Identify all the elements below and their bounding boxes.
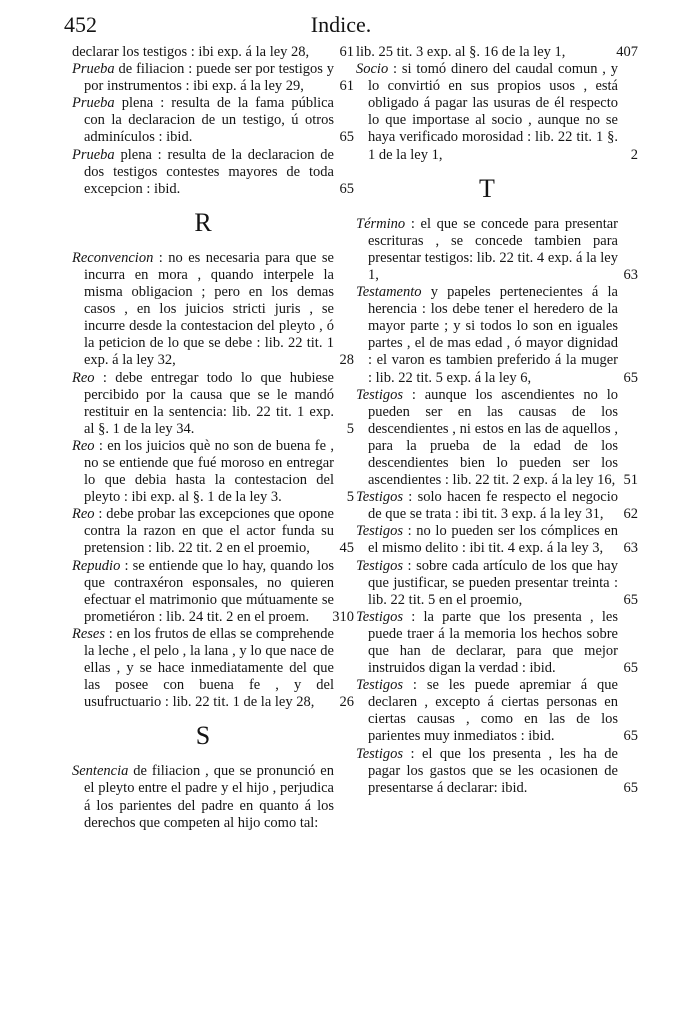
entry-term: Testigos xyxy=(356,523,404,540)
entry-page-ref: 51 xyxy=(623,472,638,489)
page-number: 452 xyxy=(64,12,97,37)
entry-text: : en los juicios què no son de buena fe , no se entiende que fué moroso en entregar lo que debia hasta la contestacion del pleyto : ibi exp. al §. 1 de la ley 3. xyxy=(84,437,334,506)
entry-term: Reconvencion xyxy=(72,249,154,266)
entry-term: Reo xyxy=(72,437,95,454)
entry-term: Sentencia xyxy=(72,763,129,780)
entry-page-ref: 5 xyxy=(346,489,354,506)
index-entry xyxy=(356,215,638,284)
index-entry xyxy=(72,437,354,506)
continuation-entry xyxy=(356,44,638,61)
entry-text: y papeles pertenecientes á la herencia : los debe tener el heredero de la mayor parte ; y si todos lo son en iguales partes , el de mas edad , ó mayor dignidad : el varon es tambien preferido á la muger : lib. 22 tit. 5 exp. á la ley 6, xyxy=(368,284,618,386)
entry-text: declarar los testigos : ibi exp. á la ley 28, xyxy=(72,44,310,60)
section-letter: S xyxy=(195,721,211,751)
entry-page-ref: 26 xyxy=(339,694,354,711)
index-entry xyxy=(72,249,354,370)
index-entry xyxy=(72,369,354,438)
index-entry xyxy=(356,608,638,677)
entry-text: : no lo pueden ser los cómplices en el mismo delito : ibi tit. 4 exp. á la ley 3, xyxy=(368,523,618,557)
entry-term: Testigos xyxy=(356,677,404,694)
entry-text: de filiacion : puede ser por testigos y por instrumentos : ibi exp. á la ley 29, xyxy=(84,61,334,95)
entry-term: Prueba xyxy=(72,95,115,112)
index-entry xyxy=(356,745,638,797)
continuation-entry xyxy=(72,44,354,61)
index-entry xyxy=(356,489,638,523)
section-letter: R xyxy=(194,207,212,237)
entry-page-ref: 310 xyxy=(332,608,354,625)
index-entry xyxy=(72,146,354,198)
index-entry xyxy=(356,523,638,557)
entry-page-ref: 65 xyxy=(339,180,354,197)
index-entry xyxy=(356,386,638,490)
entry-page-ref: 65 xyxy=(623,728,638,745)
entry-text: : no es necesaria para que se incurra en mora , quando interpele la misma obligacion ; pero en los demas casos , en los juicios stricti juris , se incurre desde la contestacion del pleyto , ó la peticion de lo que se debe : lib. 22 tit. 1 exp. á la ley 32, xyxy=(84,249,334,369)
entry-page-ref: 407 xyxy=(616,44,638,60)
entry-text: : se les puede apremiar á que declaren , excepto á ciertas personas en ciertas causas , como en las de los parientes muy inmediatos : ibid. xyxy=(368,677,618,745)
entry-page-ref: 61 xyxy=(339,44,354,60)
index-entry xyxy=(72,763,334,831)
index-entry xyxy=(72,506,354,557)
entry-page-ref: 63 xyxy=(623,266,638,283)
entry-term: Reses xyxy=(72,625,106,642)
entry-text: plena : resulta de la declaracion de dos testigos contestes mayores de toda excepcion : ibid. xyxy=(84,146,334,197)
index-entry xyxy=(72,95,354,146)
entry-term: Testamento xyxy=(356,284,422,301)
entry-page-ref: 28 xyxy=(339,352,354,369)
entry-text: : el que los presenta , les ha de pagar los gastos que se les ocasionen de presentarse á declarar: ibid. xyxy=(368,745,618,796)
entry-text: : se entiende que lo hay, quando los que contraxéron esponsales, no quieren efectuar el matrimonio que mútuamente se prometiéron : lib. 24 tit. 2 en el proem. xyxy=(84,557,334,625)
entry-text: : aunque los ascendientes no lo pueden ser en las causas de los descendientes , ni estos en las de aquellos , para la prueba de la edad de los descendientes bien lo pueden ser los ascendientes : lib. 22 tit. 2 exp. á la ley 16, xyxy=(368,386,618,489)
entry-text: : sobre cada artículo de los que hay que justificar, se pueden presentar treinta : lib. 22 tit. 5 en el proemio, xyxy=(368,557,618,608)
entry-term: Socio xyxy=(356,61,389,78)
entry-page-ref: 65 xyxy=(623,591,638,608)
entry-text: : debe entregar todo lo que hubiese percibido por la causa que se le mandó restituir en la sentencia: lib. 22 tit. 1 exp. al §. 1 de la ley 34. xyxy=(84,369,334,437)
entry-page-ref: 2 xyxy=(630,146,638,163)
entry-page-ref: 65 xyxy=(623,369,638,386)
entry-term: Testigos xyxy=(356,745,404,762)
entry-text: : la parte que los presenta , les puede traer á la memoria los hechos sobre que han de declarar, para que mejor instruidos digan la verdad : ibid. xyxy=(368,608,618,677)
entry-page-ref: 63 xyxy=(623,540,638,557)
index-entry xyxy=(72,625,354,711)
index-entry xyxy=(72,557,354,626)
entry-term: Reo xyxy=(72,506,95,523)
entry-page-ref: 62 xyxy=(623,506,638,523)
entry-term: Testigos xyxy=(356,608,404,625)
entry-term: Testigos xyxy=(356,557,404,574)
entry-term: Testigos xyxy=(356,489,404,506)
left-column xyxy=(72,44,354,832)
entry-page-ref: 65 xyxy=(623,660,638,677)
page-title: Indice. xyxy=(310,12,372,37)
entry-term: Testigos xyxy=(356,386,404,403)
entry-page-ref: 65 xyxy=(339,129,354,146)
entry-term: Prueba xyxy=(72,146,115,163)
index-entry xyxy=(72,61,354,95)
entry-page-ref: 65 xyxy=(623,779,638,796)
index-entry xyxy=(356,61,638,164)
entry-text: lib. 25 tit. 3 exp. al §. 16 de la ley 1, xyxy=(356,44,566,60)
entry-text: : debe probar las excepciones que opone contra la razon en que el actor funda su pretension : lib. 22 tit. 2 en el proemio, xyxy=(84,506,334,557)
entry-text: : el que se concede para presentar escrituras , se concede tambien para presentar testigos: lib. 22 tit. 4 exp. á la ley 1, xyxy=(368,215,618,283)
right-column xyxy=(356,44,638,797)
entry-term: Prueba xyxy=(72,61,115,78)
entry-term: Reo xyxy=(72,369,95,386)
entry-text: : si tomó dinero del caudal comun , y lo convirtió en sus propios usos , está obligado á pagar las usuras de él respecto lo que importase al socio , aunque no se haya verificado morosidad : lib. 22 tit. 1 §. 1 de la ley 1, xyxy=(368,61,618,163)
entry-term: Término xyxy=(356,215,406,232)
entry-term: Repudio xyxy=(72,557,121,574)
entry-text: de filiacion , que se pronunció en el pleyto entre el padre y el hijo , perjudica á los parientes del padre en quanto á los derechos que competen al hijo como tal: xyxy=(84,763,334,831)
entry-page-ref: 61 xyxy=(339,78,354,95)
entry-text: : solo hacen fe respecto el negocio de que se trata : ibi tit. 3 exp. á la ley 31, xyxy=(368,489,618,523)
entry-text: plena : resulta de la fama pública con la declaracion de un testigo, ú otros adminículos : ibid. xyxy=(84,95,334,146)
entry-text: : en los frutos de ellas se comprehende la leche , el pelo , la lana , y lo que nace de ellas , y se hace inmediatamente del que las posee con buena fe , y del usufructuario : lib. 22 tit. 1 de la ley 28, xyxy=(84,625,334,711)
index-entry xyxy=(356,284,638,387)
section-letter: T xyxy=(479,173,495,203)
entry-page-ref: 45 xyxy=(339,540,354,557)
index-entry xyxy=(356,677,638,745)
index-entry xyxy=(356,557,638,609)
entry-page-ref: 5 xyxy=(346,420,354,437)
